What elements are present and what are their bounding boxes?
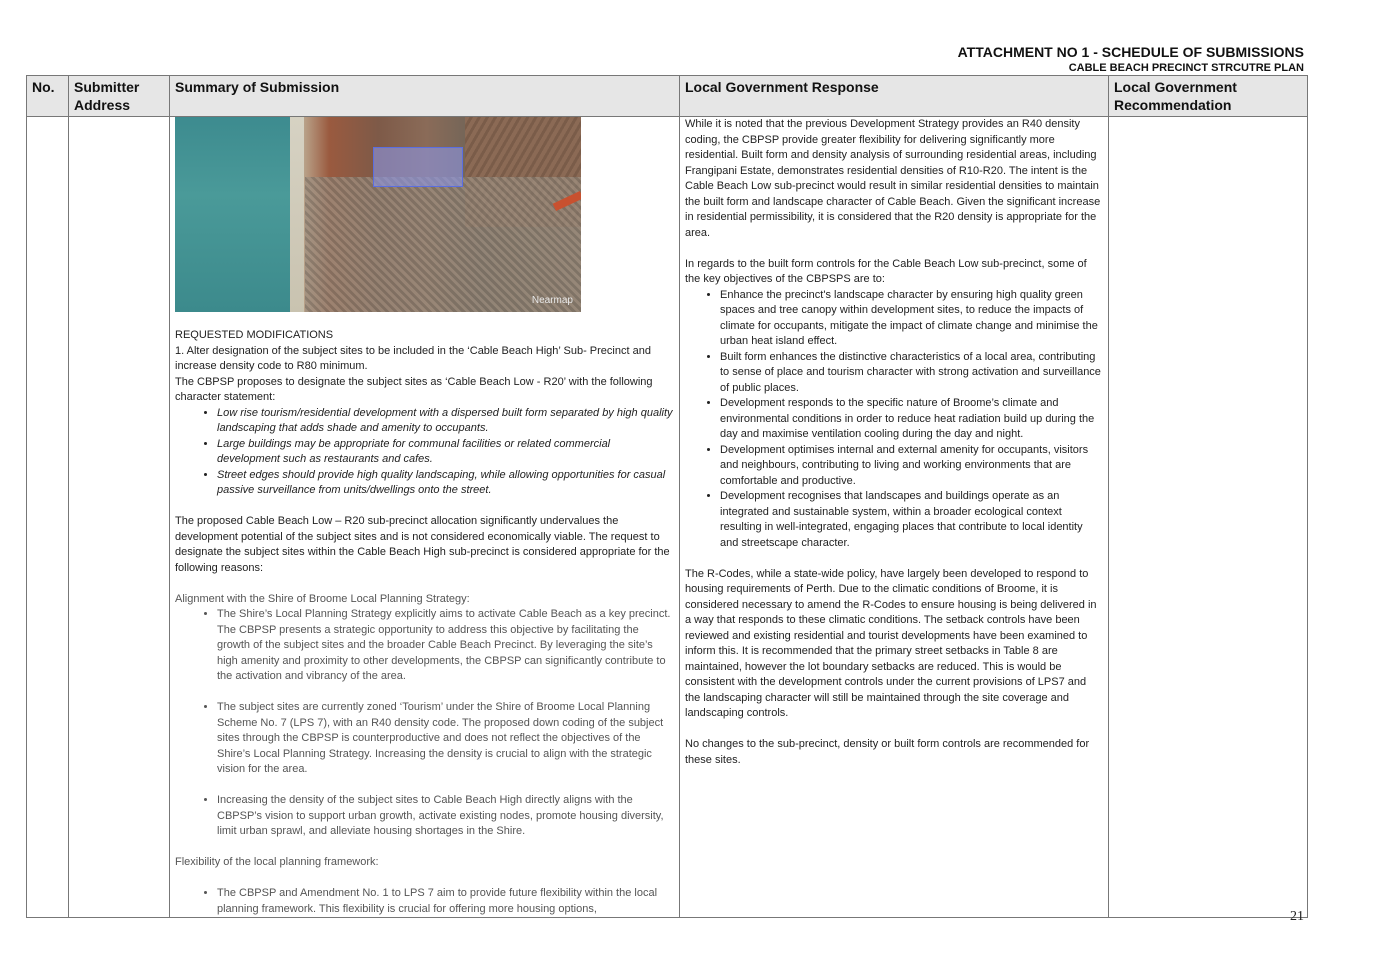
col-submitter [69, 76, 170, 117]
list-item: • Enhance the precinct's landscape character by ensuring high quality green spaces and tree canopy within development sites, to reduce the impacts of climate for occupants, mitigate the impact of climate change and minimise the urban heat island effect. [720, 288, 1103, 350]
alignment-list [175, 607, 674, 840]
attachment-subtitle: CABLE BEACH PRECINCT STRCUTRE PLAN [1068, 62, 1304, 74]
response-paragraph-4: No changes to the sub-precinct, density or built form controls are recommended for these sites. [685, 738, 1090, 766]
alignment-heading: Alignment with the Shire of Broome Local Planning Strategy: [175, 592, 470, 605]
flexibility-list [175, 886, 674, 917]
col-submitter-line1: Submitter [74, 79, 140, 95]
response-paragraph-2: In regards to the built form controls for the Cable Beach Low sub-precinct, some of the key objectives of the CBPSPS are to: [685, 257, 1087, 285]
aerial-map-image [175, 117, 581, 312]
list-item: • The subject sites are currently zoned ‘Tourism’ under the Shire of Broome Local Planning Scheme No. 7 (LPS 7), with an R40 density code. The proposed down coding of the subject sites through the CBPSP is counterproductive and does not reflect the objectives of the Shire’s Local Planning Strategy. Increasing the density is crucial to align with the strategic vision for the area. [217, 700, 674, 778]
response-paragraph-3: The R-Codes, while a state-wide policy, have largely been developed to respond to housing requirements of Perth. Due to the climatic conditions of Broome, it is considered necessary to amend the R-Codes to ensure housing is being delivered in a way that responds to these climatic conditions. The setback controls have been reviewed and existing residential and tourist developments have been examined to inform this. It is recommended that the primary street setbacks in Table 8 are maintained, however the lot boundary setbacks are reduced. This is would be consistent with the development controls under the current provisions of LPS7 and the landscaping character will still be maintained through the site coverage and landscaping controls. [685, 567, 1097, 719]
list-item: • Increasing the density of the subject sites to Cable Beach High directly aligns with the CBPSP’s vision to support urban growth, activate existing nodes, promote housing diversity, limit urban sprawl, and alleviate housing shortages in the Shire. [217, 793, 674, 840]
requested-modifications-heading: REQUESTED MODIFICATIONS [175, 329, 334, 341]
col-rec-line2: Recommendation [1114, 97, 1232, 113]
subject-sites-highlight [373, 147, 463, 187]
cell-recommendation [1109, 117, 1308, 918]
list-item: • The CBPSP and Amendment No. 1 to LPS 7 aim to provide future flexibility within the local planning framework. This flexibility is crucial for offering more housing options, [217, 886, 674, 917]
list-item: • Development recognises that landscapes and buildings operate as an integrated and sustainable system, within a broader ecological context resulting in well-integrated, engaging places that contribute to local identity and streetscape character. [720, 489, 1103, 551]
cell-response [680, 117, 1109, 918]
undervalues-paragraph: The proposed Cable Beach Low – R20 sub-precinct allocation significantly undervalues the development potential of the subject sites and is not considered economically viable. The request to designate the subject sites within the Cable Beach High sub-precinct is considered appropriate for the following reasons: [175, 515, 670, 574]
col-rec-line1: Local Government [1114, 79, 1237, 95]
list-item: • Large buildings may be appropriate for communal facilities or related commercial development such as restaurants and cafes. [217, 437, 674, 468]
list-item: • Development optimises internal and external amenity for occupants, visitors and neighbours, contributing to living and working environments that are comfortable and productive. [720, 443, 1103, 490]
table-row [27, 117, 1308, 918]
page-number: 21 [1290, 909, 1304, 924]
objectives-list [685, 288, 1103, 552]
col-submitter-line2: Address [74, 97, 131, 113]
header-row [27, 76, 1308, 117]
cell-no [27, 117, 69, 918]
response-paragraph-1: While it is noted that the previous Development Strategy provides an R40 density coding, the CBPSP provide greater flexibility for delivering significantly more residential. Built form and density analysis of surrounding residential areas, including Frangipani Estate, demonstrates residential densities of R10-R20. The intent is the Cable Beach Low sub-precinct would result in similar residential densities to maintain the built form and landscape character of Cable Beach. Given the significant increase in residential permissibility, it is considered that the R20 density is appropriate for the area. [685, 118, 1101, 239]
list-item: • Low rise tourism/residential development with a dispersed built form separated by high quality landscaping that adds shade and amenity to occupants. [217, 406, 674, 437]
schedule-table [26, 75, 1308, 918]
modification-1: 1. Alter designation of the subject sites to be included in the ‘Cable Beach High’ Sub- Precinct and increase density code to R80 minimum. [175, 344, 651, 372]
cell-submitter [69, 117, 170, 918]
flexibility-heading: Flexibility of the local planning framework: [175, 856, 379, 868]
col-recommendation [1109, 76, 1308, 117]
map-watermark: Nearmap [531, 294, 573, 306]
attachment-title: ATTACHMENT NO 1 - SCHEDULE OF SUBMISSIONS [957, 44, 1304, 60]
col-no: No. [27, 76, 69, 117]
proposes-text: The CBPSP proposes to designate the subject sites as ‘Cable Beach Low - R20’ with the following character statement: [175, 375, 653, 403]
cell-summary [170, 117, 680, 918]
list-item: • The Shire’s Local Planning Strategy explicitly aims to activate Cable Beach as a key precinct. The CBPSP presents a strategic opportunity to address this objective by facilitating the growth of the subject sites and the broader Cable Beach Precinct. By leveraging the site’s high amenity and proximity to other developments, the CBPSP can significantly contribute to the activation and vibrancy of the area. [217, 607, 674, 685]
list-item: • Street edges should provide high quality landscaping, while allowing opportunities for casual passive surveillance from units/dwellings onto the street. [217, 468, 674, 499]
col-response: Local Government Response [680, 76, 1109, 117]
character-statement-list [175, 406, 674, 499]
list-item: • Built form enhances the distinctive characteristics of a local area, contributing to sense of place and tourism character with strong activation and surveillance of public places. [720, 350, 1103, 397]
col-summary: Summary of Submission [170, 76, 680, 117]
list-item: • Development responds to the specific nature of Broome’s climate and environmental conditions in order to reduce heat radiation build up during the day and maximise ventilation cooling during the day and night. [720, 396, 1103, 443]
